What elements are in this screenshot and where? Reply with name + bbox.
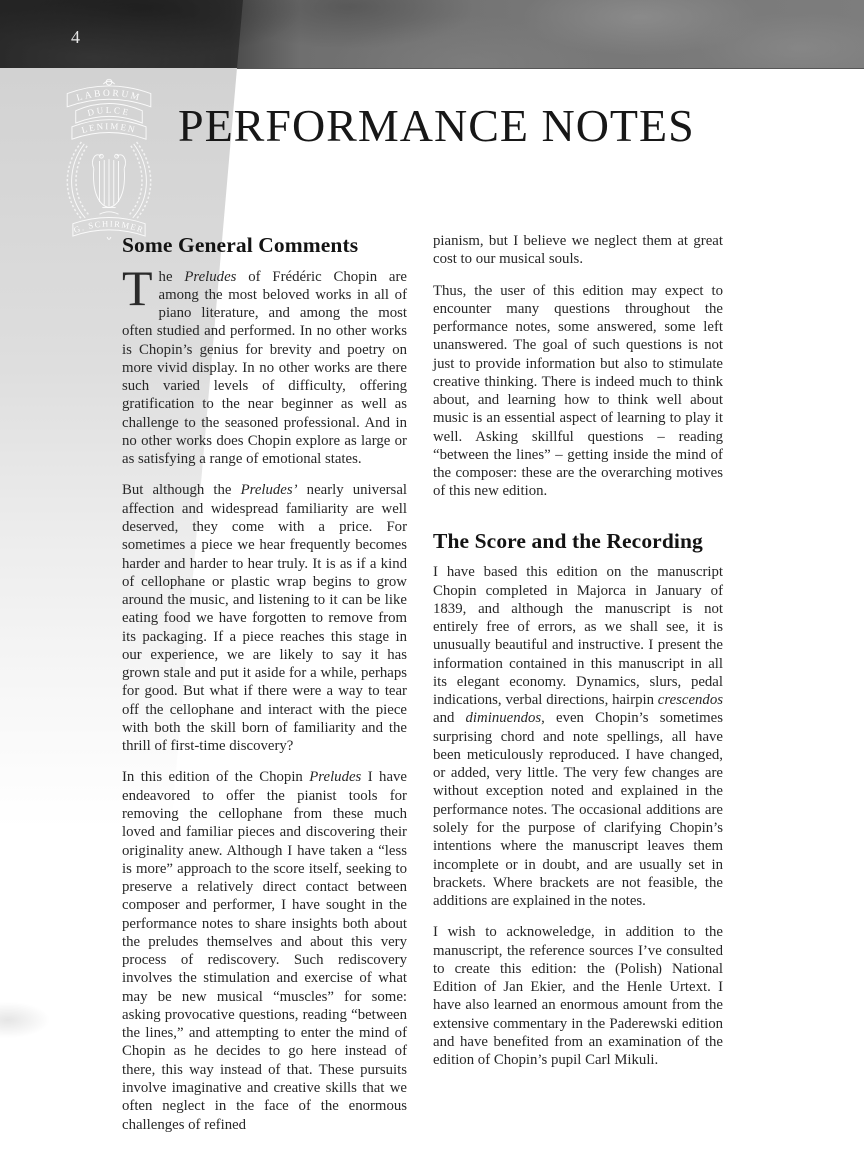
svg-text:LABORUM bbox=[76, 89, 143, 104]
left-column bbox=[122, 232, 407, 1134]
section-heading-score-recording: The Score and the Recording bbox=[433, 528, 703, 553]
motto-lenimen: LENIMEN bbox=[80, 121, 138, 136]
crest-motto-text bbox=[76, 89, 143, 135]
lyre-icon bbox=[93, 154, 126, 214]
right-column bbox=[433, 232, 723, 1134]
motto-laborum: LABORUM bbox=[75, 88, 143, 104]
two-column-text bbox=[122, 232, 723, 1134]
paragraph bbox=[122, 259, 407, 469]
paragraph: In this edition of the Chopin Preludes I have endeavored to offer the pianist tools for removing the cellophane from these much loved and familiar pieces and discovering their originality anew. Although I have taken a “less is more” approach to the score itself, seeking to preserve a relatively direct contact between composer and performer, I have sought in the performance notes to share insights both about the preludes themselves and about this very process of rediscovery. Such rediscovery involves the stimulation and exercise of what may be new musical “muscles” for some: asking provocative questions, reading “between the lines,” and attempting to enter the mind of Chopin as he decides to go here instead of there, this way instead of that. These pursuits involve imaginative and creative skills that we often neglect in the face of the enormous challenges of refined bbox=[122, 769, 407, 1133]
paragraph: I have based this edition on the manuscript Chopin completed in Majorca in January of 1839, and although the manuscript is not entirely free of errors, as we shall see, it is unusually beautiful and instructive. I present the information contained in this manuscript in all its elegant economy. Dynamics, slurs, pedal indications, verbal directions, hairpin crescendos and diminuendos, even Chopin’s sometimes surprising chord and note spellings, all have been meticulously reproduced. I have changed, or added, very little. The very few changes are without exception noted and explained in the performance notes. The occasional additions are solely for the purpose of clarifying Chopin’s intentions where the manuscript leaves them incomplete or in doubt, and are usually set in brackets. Where brackets are not feasible, the additions are explained in the notes. bbox=[433, 564, 723, 910]
crest-ornament-top bbox=[103, 79, 114, 85]
drop-cap: T bbox=[122, 259, 153, 316]
svg-text:LENIMEN bbox=[80, 121, 137, 135]
section-heading-general-comments: Some General Comments bbox=[122, 233, 359, 257]
paragraph: Thus, the user of this edition may expect to encounter many questions throughout the performance notes, some answered, some left unanswered. The goal of such questions is not just to provide information but also to stimulate creative thinking. There is indeed much to think about, and learning how to think well about music is an essential aspect of learning to play it well. Asking skillful questions – reading “between the lines” – getting inside the mind of the composer: these are the overarching motives of this new edition. bbox=[433, 282, 723, 500]
paragraph-text: he Preludes of Frédéric Chopin are among the most beloved works in all of piano literature, and among the most often studied and performed. In no other works is Chopin’s genius for brevity and poetry on more vivid display. In no other works are there such varied levels of difficulty, offering gratification to the near beginner as well as challenge to the seasoned professional. And in no other works does Chopin explore as large or as satisfying a range of emotional states. bbox=[122, 268, 407, 468]
paragraph: I wish to acknoweledge, in addition to the manuscript, the reference sources I’ve consulted to create this edition: the (Polish) National Edition of Jan Ekier, and the Henle Urtext. I have also learned an enormous amount from the extensive commentary in the Paderewski edition and have benefited from an examination of the edition of Chopin’s pupil Carl Mikuli. bbox=[433, 924, 723, 1069]
paragraph: pianism, but I believe we neglect them at great cost to our musical souls. bbox=[433, 233, 723, 268]
page-number: 4 bbox=[71, 27, 80, 47]
schirmer-crest-logo bbox=[52, 74, 166, 248]
publisher-name: G. SCHIRMER bbox=[72, 218, 146, 235]
paragraph: But although the Preludes’ nearly universal affection and widespread familiarity are well deserved, they come with a price. For sometimes a piece we hear frequently becomes harder and harder to hear truly. It is as if a kind of cellophane or plastic wrap begins to grow around the music, and listening to it can be like eating food we have forgotten to remove from its packaging. If a piece reaches this stage in our experience, we are likely to say it has grown stale and put it aside for a while, perhaps for good. But what if there were a way to tear off the cellophane and interact with the piece with both the skill born of familiarity and the thrill of first-time discovery? bbox=[122, 482, 407, 755]
motto-dulce: DULCE bbox=[86, 104, 132, 118]
page-title: PERFORMANCE NOTES bbox=[178, 100, 695, 151]
